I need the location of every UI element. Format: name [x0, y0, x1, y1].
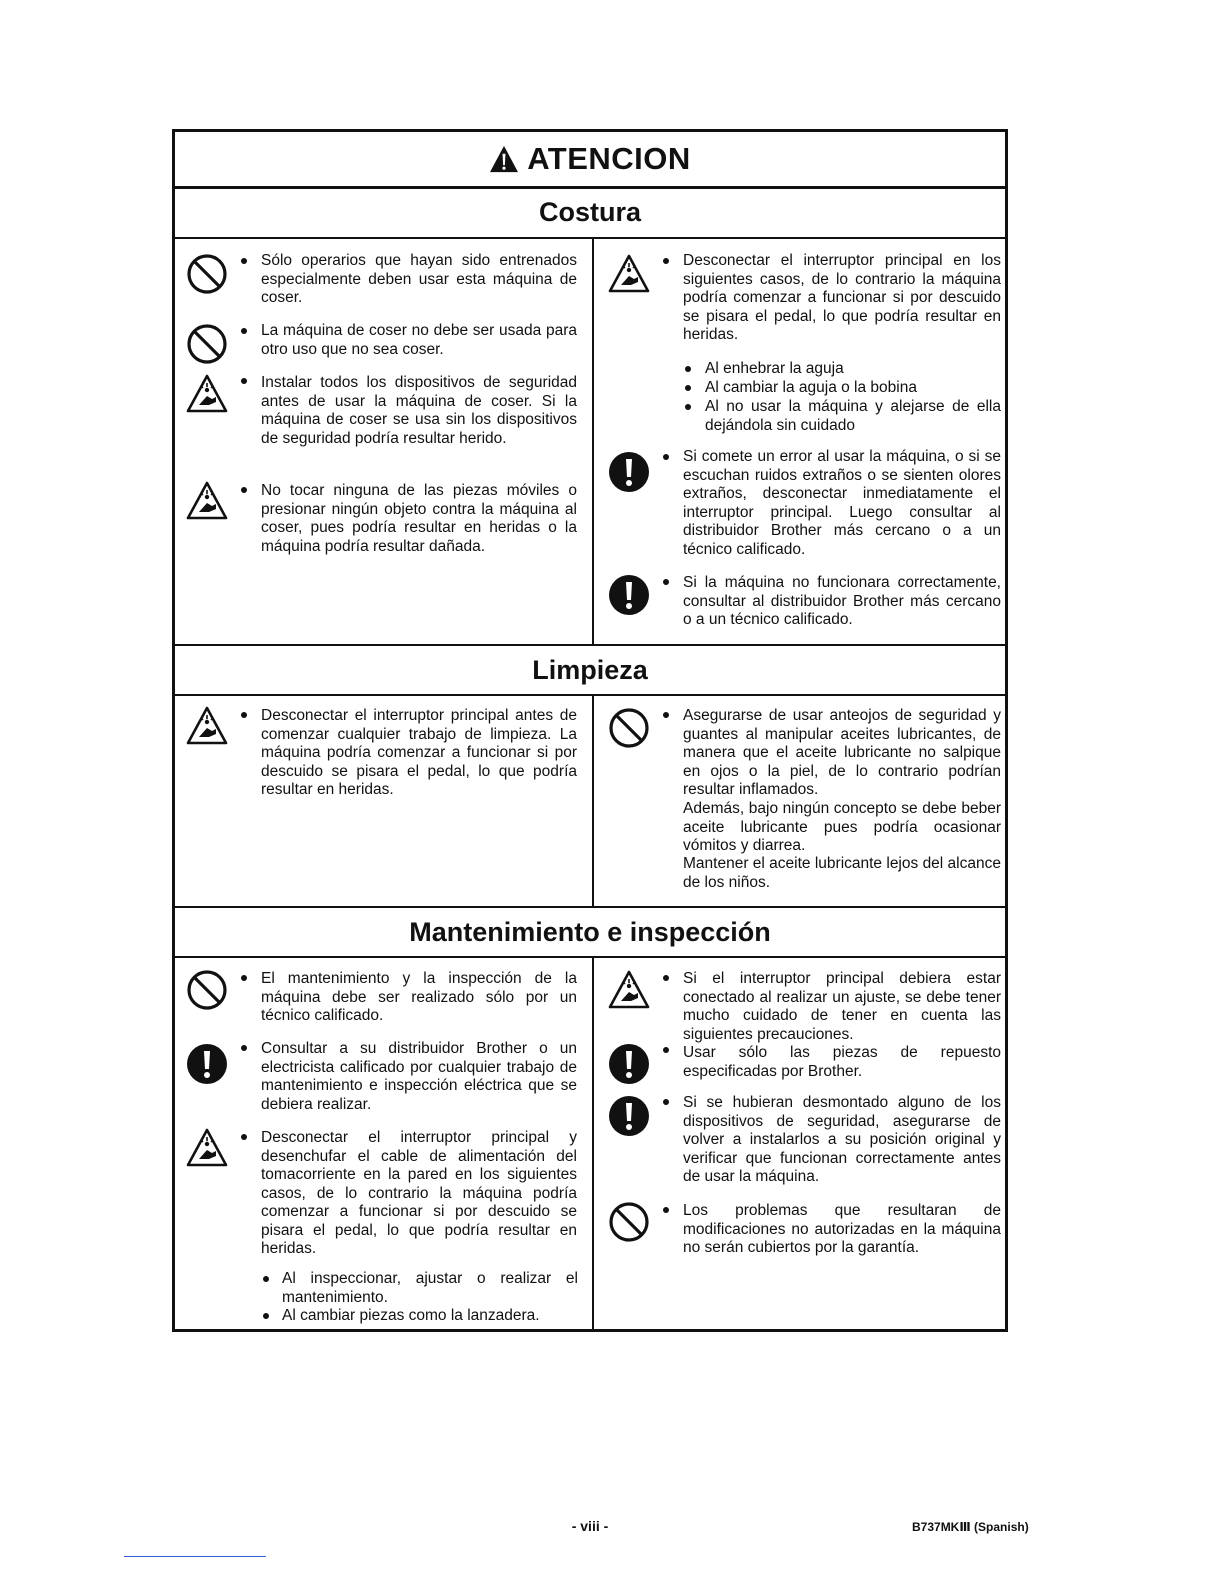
- sub-list-item: Al no usar la máquina y alejarse de ella dejándola sin cuidado: [705, 398, 1001, 434]
- list-item: Instalar todos los dispositivos de seguridad antes de usar la máquina de coser. Si la máquina de coser se usa sin los dispositivos de seguridad podría resultar herido.: [261, 374, 577, 447]
- bullet: [663, 1047, 669, 1053]
- hand-injury-warning-icon: [185, 372, 229, 416]
- sub-list-item: Al inspeccionar, ajustar o realizar el mantenimiento.: [282, 1270, 578, 1306]
- list-item: Si se hubieran desmontado alguno de los dispositivos de seguridad, asegurarse de volver a instalarlos a su posición original y verificar que funcionan correctamente antes de usar la máquina.: [683, 1094, 1001, 1185]
- list-item: Desconectar el interruptor principal antes de comenzar cualquier trabajo de limpieza. La máquina podría comenzar a funcionar si por descuido se pisara el pedal, lo que podría resultar en heridas.: [261, 707, 577, 798]
- list-item: Si comete un error al usar la máquina, o si se escuchan ruidos extraños o se sienten olores extraños, desconectar inmediatamente el interruptor principal. Luego consultar al distribuidor Brother más cercano o a un técnico calificado.: [683, 448, 1001, 558]
- page-number: - viii -: [571, 1518, 609, 1534]
- bullet: [241, 378, 247, 384]
- sub-list-item: Al enhebrar la aguja: [705, 360, 844, 377]
- bullet: [241, 328, 247, 334]
- list-item: Sólo operarios que hayan sido entrenados especialmente deben usar esta máquina de coser.: [261, 252, 577, 306]
- bullet: [663, 579, 669, 585]
- bullet: [241, 975, 247, 981]
- mandatory-action-icon: [185, 1042, 229, 1086]
- prohibited-icon: [607, 706, 651, 750]
- bullet: [663, 1207, 669, 1213]
- hand-injury-warning-icon: [185, 479, 229, 523]
- prohibited-icon: [185, 968, 229, 1012]
- prohibited-icon: [185, 252, 229, 296]
- hand-injury-warning-icon: [607, 968, 651, 1012]
- caution-title: ATENCION: [527, 141, 691, 176]
- list-item: Los problemas que resultaran de modificaciones no autorizadas en la máquina no serán cubiertos por la garantía.: [683, 1202, 1001, 1256]
- list-item: Consultar a su distribuidor Brother o un electricista calificado por cualquier trabajo de mantenimiento e inspección eléctrica que se debiera realizar.: [261, 1040, 577, 1113]
- list-item: Usar sólo las piezas de repuesto especificadas por Brother.: [683, 1044, 1001, 1080]
- list-item-continuation: Mantener el aceite lubricante lejos del alcance de los niños.: [683, 855, 1001, 891]
- caution-frame: [172, 129, 1008, 1332]
- caution-header: [175, 132, 1005, 189]
- list-item: El mantenimiento y la inspección de la máquina debe ser realizado sólo por un técnico calificado.: [261, 970, 577, 1024]
- list-item: No tocar ninguna de las piezas móviles o presionar ningún objeto contra la máquina al coser, pues podría resultar en heridas o la máquina podría resultar dañada.: [261, 482, 577, 555]
- column-divider: [592, 696, 594, 906]
- sub-list-item: Al cambiar la aguja o la bobina: [705, 379, 917, 396]
- sub-bullet: [263, 1313, 269, 1319]
- prohibited-icon: [185, 322, 229, 366]
- bullet: [663, 975, 669, 981]
- bullet: [663, 454, 669, 460]
- sub-bullet: [263, 1276, 269, 1282]
- bullet: [241, 1045, 247, 1051]
- mandatory-action-icon: [607, 1094, 651, 1138]
- mandatory-action-icon: [607, 573, 651, 617]
- list-item-continuation: Además, bajo ningún concepto se debe beber aceite lubricante pues podría ocasionar vómitos y diarrea.: [683, 800, 1001, 854]
- bullet: [241, 258, 247, 264]
- mandatory-action-icon: [607, 1042, 651, 1086]
- warning-triangle-icon: [489, 145, 519, 173]
- bullet: [241, 1134, 247, 1140]
- sub-bullet: [685, 385, 691, 391]
- list-item: Si el interruptor principal debiera estar conectado al realizar un ajuste, se debe tener mucho cuidado de tener en cuenta las siguientes precauciones.: [683, 970, 1001, 1043]
- hand-injury-warning-icon: [185, 1126, 229, 1170]
- mandatory-action-icon: [607, 450, 651, 494]
- document-code: B737MKⅢ (Spanish): [912, 1520, 1029, 1534]
- hand-injury-warning-icon: [185, 704, 229, 748]
- list-item: Si la máquina no funcionara correctamente, consultar al distribuidor Brother más cercano o a un técnico calificado.: [683, 574, 1001, 628]
- list-item: Desconectar el interruptor principal y desenchufar el cable de alimentación del tomacorriente en la pared en los siguientes casos, de lo contrario la máquina podría comenzar a funcionar si por descuido se pisara el pedal, lo que podría resultar en heridas.: [261, 1129, 577, 1257]
- list-item: Desconectar el interruptor principal en los siguientes casos, de lo contrario la máquina podría comenzar a funcionar si por descuido se pisara el pedal, lo que podría resultar en heridas.: [683, 252, 1001, 343]
- section-title-mantenimiento: Mantenimiento e inspección: [175, 906, 1005, 958]
- sub-list-item: Al cambiar piezas como la lanzadera.: [282, 1307, 540, 1324]
- list-item: Asegurarse de usar anteojos de seguridad y guantes al manipular aceites lubricantes, de manera que el aceite lubricante no salpique en ojos o la piel, de lo contrario podrían resultar inflamados.: [683, 707, 1001, 798]
- bullet: [241, 712, 247, 718]
- column-divider: [592, 239, 594, 644]
- section-title-limpieza: Limpieza: [175, 644, 1005, 696]
- hand-injury-warning-icon: [607, 252, 651, 296]
- bullet: [241, 487, 247, 493]
- bullet: [663, 258, 669, 264]
- sub-bullet: [685, 366, 691, 372]
- sub-bullet: [685, 404, 691, 410]
- section-title-costura: Costura: [175, 187, 1005, 239]
- list-item: La máquina de coser no debe ser usada para otro uso que no sea coser.: [261, 322, 577, 358]
- column-divider: [592, 958, 594, 1332]
- bullet: [663, 1099, 669, 1105]
- prohibited-icon: [607, 1200, 651, 1244]
- bullet: [663, 712, 669, 718]
- footer-rule: [124, 1556, 266, 1557]
